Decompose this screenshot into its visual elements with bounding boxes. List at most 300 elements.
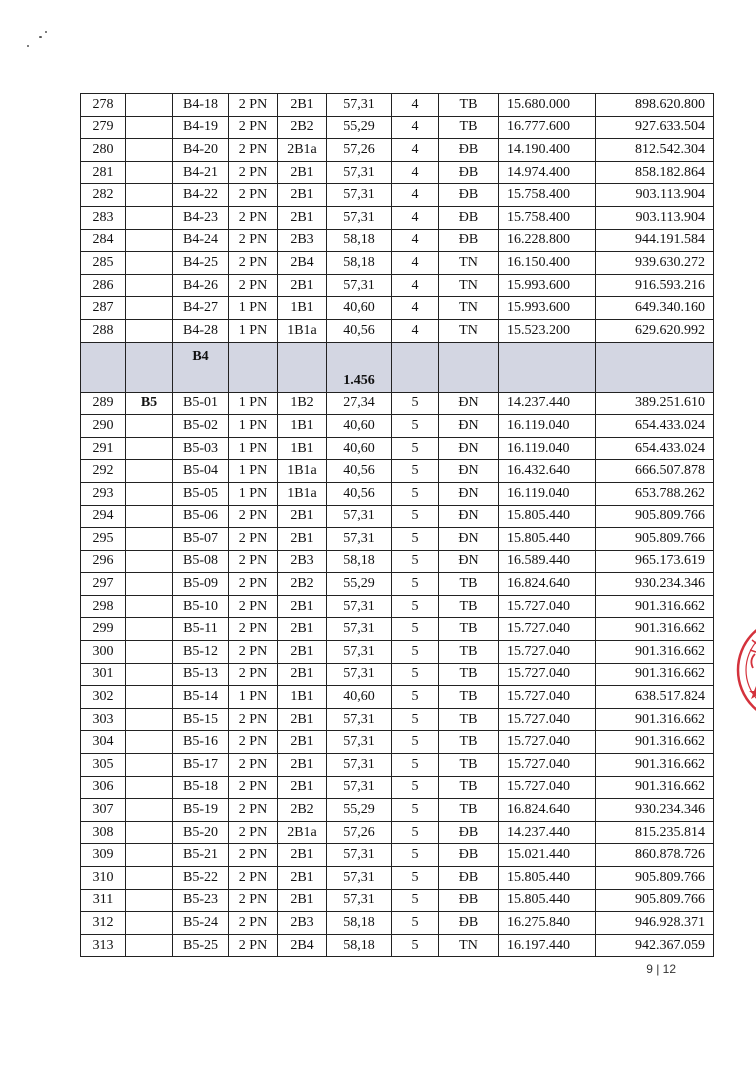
cell-direction: TB: [439, 663, 499, 686]
table-row: [81, 482, 714, 505]
cell-bedrooms: 2 PN: [229, 934, 278, 957]
cell-no: 310: [81, 867, 126, 890]
cell-total-price: 654.433.024: [596, 415, 714, 438]
cell-total-price: 927.633.504: [596, 116, 714, 139]
cell-direction: TB: [439, 776, 499, 799]
cell-area: 57,31: [327, 94, 392, 117]
cell-block: [126, 94, 173, 117]
cell-unit-code: B4-18: [173, 94, 229, 117]
table-row: [81, 934, 714, 957]
cell-block: [126, 319, 173, 342]
cell-unit-price: 15.758.400: [499, 184, 596, 207]
cell-total-price: 903.113.904: [596, 206, 714, 229]
cell-unit-type: 1B1a: [278, 482, 327, 505]
cell-unit-type: 2B1: [278, 754, 327, 777]
cell-area: 40,60: [327, 297, 392, 320]
cell-area: 57,31: [327, 844, 392, 867]
cell-bedrooms: 2 PN: [229, 161, 278, 184]
cell-direction: ĐB: [439, 889, 499, 912]
cell-block: [126, 641, 173, 664]
table-row: [81, 641, 714, 664]
cell-unit-type: 1B1a: [278, 319, 327, 342]
cell-block: [126, 889, 173, 912]
cell-direction: ĐN: [439, 528, 499, 551]
cell-area: 57,31: [327, 708, 392, 731]
cell-floor: 5: [392, 641, 439, 664]
cell-block: [126, 912, 173, 935]
cell-bedrooms: 2 PN: [229, 206, 278, 229]
cell-unit-code: B5-23: [173, 889, 229, 912]
scan-speck: [39, 36, 42, 38]
cell-unit-code: B5-08: [173, 550, 229, 573]
table-row: [81, 731, 714, 754]
cell-unit-code: B5-21: [173, 844, 229, 867]
cell-unit-code: B5-03: [173, 437, 229, 460]
cell-area: 57,31: [327, 274, 392, 297]
cell-unit-code: B5-16: [173, 731, 229, 754]
cell-block: [126, 934, 173, 957]
cell-unit-price: 16.589.440: [499, 550, 596, 573]
subtotal-row-b4: [81, 342, 714, 392]
cell-direction: ĐN: [439, 505, 499, 528]
cell-direction: ĐB: [439, 821, 499, 844]
cell-no: 289: [81, 392, 126, 415]
cell-no: 280: [81, 139, 126, 162]
cell-block: [126, 482, 173, 505]
table-row: [81, 889, 714, 912]
cell-floor: 5: [392, 754, 439, 777]
cell-floor: 4: [392, 229, 439, 252]
cell-unit-code: B5-02: [173, 415, 229, 438]
cell-floor: 5: [392, 731, 439, 754]
red-seal-stamp-icon: [728, 610, 756, 730]
scan-speck: [45, 31, 47, 33]
cell-no: 278: [81, 94, 126, 117]
table-row: [81, 437, 714, 460]
cell-direction: TB: [439, 686, 499, 709]
cell-bedrooms: 1 PN: [229, 482, 278, 505]
cell-unit-type: 2B2: [278, 799, 327, 822]
cell-block: B5: [126, 392, 173, 415]
cell-no: 296: [81, 550, 126, 573]
cell-unit-price: 15.805.440: [499, 867, 596, 890]
cell-total-price: 901.316.662: [596, 776, 714, 799]
cell-block: [126, 229, 173, 252]
cell-direction: ĐB: [439, 161, 499, 184]
table-row: [81, 618, 714, 641]
cell-direction: ĐB: [439, 206, 499, 229]
cell-total-price: 638.517.824: [596, 686, 714, 709]
cell-no: 308: [81, 821, 126, 844]
cell-unit-type: 1B1a: [278, 460, 327, 483]
cell-unit-type: 2B1: [278, 595, 327, 618]
cell-unit-code: B5-07: [173, 528, 229, 551]
table-row: [81, 319, 714, 342]
cell-block: [126, 528, 173, 551]
cell-floor: 5: [392, 686, 439, 709]
cell-unit-code: B5-22: [173, 867, 229, 890]
cell-unit-type: 2B4: [278, 934, 327, 957]
cell-bedrooms: 2 PN: [229, 754, 278, 777]
cell-floor: 4: [392, 252, 439, 275]
cell-unit-type: 2B1: [278, 618, 327, 641]
cell-unit-price: 14.190.400: [499, 139, 596, 162]
cell-area: 57,31: [327, 505, 392, 528]
cell-unit-code: B4-28: [173, 319, 229, 342]
cell-unit-price: 15.523.200: [499, 319, 596, 342]
cell-total-price: 901.316.662: [596, 663, 714, 686]
cell-floor: 4: [392, 206, 439, 229]
cell-total-price: 901.316.662: [596, 754, 714, 777]
cell-no: 291: [81, 437, 126, 460]
table-row: [81, 116, 714, 139]
cell-area: 58,18: [327, 912, 392, 935]
table-row: [81, 844, 714, 867]
cell-direction: ĐN: [439, 415, 499, 438]
cell-block: [126, 297, 173, 320]
cell-unit-code: B5-13: [173, 663, 229, 686]
cell-no: 311: [81, 889, 126, 912]
cell-floor: 5: [392, 889, 439, 912]
cell-total-price: 930.234.346: [596, 799, 714, 822]
cell-direction: ĐB: [439, 844, 499, 867]
cell-bedrooms: 2 PN: [229, 641, 278, 664]
cell-block: [126, 708, 173, 731]
cell-unit-code: B4-21: [173, 161, 229, 184]
table-row: [81, 595, 714, 618]
cell-bedrooms: 2 PN: [229, 776, 278, 799]
cell-total-price: 812.542.304: [596, 139, 714, 162]
cell-floor: 5: [392, 844, 439, 867]
table-row: [81, 252, 714, 275]
table-row: [81, 206, 714, 229]
cell-block: [126, 116, 173, 139]
cell-bedrooms: 1 PN: [229, 319, 278, 342]
table-row: [81, 686, 714, 709]
cell-unit-type: 1B2: [278, 392, 327, 415]
cell-unit-type: 2B3: [278, 550, 327, 573]
cell-bedrooms: 2 PN: [229, 94, 278, 117]
cell-bedrooms: 2 PN: [229, 844, 278, 867]
cell-area: 58,18: [327, 550, 392, 573]
cell-unit-type: 2B1: [278, 731, 327, 754]
cell-unit-type: 1B1: [278, 297, 327, 320]
cell-floor: 5: [392, 528, 439, 551]
cell-total-price: 901.316.662: [596, 641, 714, 664]
cell-total-price: 654.433.024: [596, 437, 714, 460]
cell-unit-price: 16.824.640: [499, 573, 596, 596]
cell-direction: TN: [439, 274, 499, 297]
cell-unit-price: 15.805.440: [499, 505, 596, 528]
cell-floor: 4: [392, 116, 439, 139]
cell-unit-code: B4-20: [173, 139, 229, 162]
cell-unit-code: B5-14: [173, 686, 229, 709]
cell-floor: 5: [392, 618, 439, 641]
cell-area: 57,31: [327, 618, 392, 641]
cell-direction: TB: [439, 641, 499, 664]
cell-area: 57,31: [327, 641, 392, 664]
cell-block: [126, 437, 173, 460]
cell-unit-type: 1B1: [278, 415, 327, 438]
cell-unit-price: 14.237.440: [499, 392, 596, 415]
cell-bedrooms: 1 PN: [229, 437, 278, 460]
cell-unit-price: 16.228.800: [499, 229, 596, 252]
cell-direction: ĐN: [439, 550, 499, 573]
cell-unit-type: 2B1: [278, 505, 327, 528]
apartment-price-table: [80, 93, 714, 957]
cell-unit-code: B4-27: [173, 297, 229, 320]
cell-bedrooms: 2 PN: [229, 528, 278, 551]
cell-direction: TB: [439, 573, 499, 596]
cell-floor: 4: [392, 297, 439, 320]
cell-no: 279: [81, 116, 126, 139]
table-row: [81, 184, 714, 207]
cell-unit-code: B4-19: [173, 116, 229, 139]
cell-bedrooms: 1 PN: [229, 297, 278, 320]
cell-area: 57,31: [327, 206, 392, 229]
cell-unit-type: 2B3: [278, 229, 327, 252]
cell-total-price: 858.182.864: [596, 161, 714, 184]
cell-direction: TB: [439, 595, 499, 618]
cell-direction: TN: [439, 319, 499, 342]
cell-block: [126, 505, 173, 528]
cell-no: 297: [81, 573, 126, 596]
cell-area: 57,31: [327, 754, 392, 777]
table-row: [81, 94, 714, 117]
cell-unit-code: B5-20: [173, 821, 229, 844]
cell-unit-price: 15.758.400: [499, 206, 596, 229]
cell-total-price: 905.809.766: [596, 889, 714, 912]
cell-bedrooms: 2 PN: [229, 595, 278, 618]
table-row: [81, 550, 714, 573]
cell-no: 295: [81, 528, 126, 551]
cell-no: 286: [81, 274, 126, 297]
cell-floor: 4: [392, 94, 439, 117]
cell-direction: TN: [439, 934, 499, 957]
cell-unit-type: 2B1: [278, 206, 327, 229]
cell-floor: 5: [392, 550, 439, 573]
cell-unit-type: 1B1: [278, 437, 327, 460]
cell-block: [126, 754, 173, 777]
table-row: [81, 415, 714, 438]
cell-direction: ĐB: [439, 184, 499, 207]
cell-bedrooms: 2 PN: [229, 867, 278, 890]
cell-unit-code: B4-26: [173, 274, 229, 297]
cell-unit-price: 16.119.040: [499, 415, 596, 438]
cell-bedrooms: 1 PN: [229, 686, 278, 709]
cell-unit-price: 15.805.440: [499, 889, 596, 912]
cell-area: 58,18: [327, 252, 392, 275]
cell-direction: ĐN: [439, 482, 499, 505]
cell-unit-code: B5-06: [173, 505, 229, 528]
cell-unit-price: 15.993.600: [499, 274, 596, 297]
cell-no: 283: [81, 206, 126, 229]
cell-bedrooms: 1 PN: [229, 415, 278, 438]
cell-unit-price: 14.974.400: [499, 161, 596, 184]
cell-floor: 5: [392, 415, 439, 438]
cell-area: 58,18: [327, 229, 392, 252]
cell-total-price: 965.173.619: [596, 550, 714, 573]
cell-direction: ĐN: [439, 460, 499, 483]
cell-area: 57,31: [327, 184, 392, 207]
cell-total-price: 653.788.262: [596, 482, 714, 505]
cell-no: 306: [81, 776, 126, 799]
cell-bedrooms: 2 PN: [229, 708, 278, 731]
cell-block: [126, 776, 173, 799]
cell-floor: 5: [392, 708, 439, 731]
cell-area: 55,29: [327, 116, 392, 139]
cell-total-price: 946.928.371: [596, 912, 714, 935]
cell-unit-price: 16.777.600: [499, 116, 596, 139]
cell-direction: TB: [439, 731, 499, 754]
cell-floor: 5: [392, 573, 439, 596]
cell-block: [126, 161, 173, 184]
cell-total-price: 901.316.662: [596, 595, 714, 618]
cell-unit-type: 2B1: [278, 274, 327, 297]
cell-no: 304: [81, 731, 126, 754]
cell-floor: 5: [392, 912, 439, 935]
cell-unit-code: B5-25: [173, 934, 229, 957]
cell-block: [126, 799, 173, 822]
cell-direction: ĐB: [439, 139, 499, 162]
cell-area: 57,31: [327, 889, 392, 912]
table-row: [81, 799, 714, 822]
cell-unit-code: B4-23: [173, 206, 229, 229]
cell-block: [126, 184, 173, 207]
cell-unit-type: 2B1: [278, 641, 327, 664]
cell-floor: 5: [392, 799, 439, 822]
table-row: [81, 663, 714, 686]
cell-unit-type: 2B1a: [278, 139, 327, 162]
cell-unit-type: 2B1: [278, 663, 327, 686]
cell-no: 284: [81, 229, 126, 252]
cell-floor: 5: [392, 460, 439, 483]
cell-area: 55,29: [327, 573, 392, 596]
cell-bedrooms: 2 PN: [229, 116, 278, 139]
table-row: [81, 573, 714, 596]
cell-floor: 5: [392, 595, 439, 618]
cell-bedrooms: 2 PN: [229, 274, 278, 297]
cell-bedrooms: 2 PN: [229, 550, 278, 573]
table-row: [81, 139, 714, 162]
cell-unit-code: B4-25: [173, 252, 229, 275]
cell-floor: 5: [392, 392, 439, 415]
cell-unit-type: 2B1: [278, 184, 327, 207]
cell-no: 307: [81, 799, 126, 822]
cell-area: 40,60: [327, 437, 392, 460]
cell-block: [126, 415, 173, 438]
cell-unit-type: 2B1: [278, 776, 327, 799]
cell-unit-type: 2B2: [278, 573, 327, 596]
cell-total-price: 649.340.160: [596, 297, 714, 320]
cell-block: [126, 595, 173, 618]
cell-total-price: 942.367.059: [596, 934, 714, 957]
cell-unit-code: B4-24: [173, 229, 229, 252]
cell-block: [126, 573, 173, 596]
cell-total-price: 901.316.662: [596, 731, 714, 754]
cell-area: 57,26: [327, 139, 392, 162]
cell-area: 40,56: [327, 482, 392, 505]
cell-area: 57,26: [327, 821, 392, 844]
cell-floor: 5: [392, 482, 439, 505]
subtotal-area: 1.456: [327, 342, 392, 392]
table-row: [81, 912, 714, 935]
cell-block: [126, 867, 173, 890]
cell-no: 313: [81, 934, 126, 957]
cell-area: 57,31: [327, 595, 392, 618]
cell-floor: 5: [392, 821, 439, 844]
cell-direction: ĐN: [439, 392, 499, 415]
cell-unit-code: B5-18: [173, 776, 229, 799]
cell-total-price: 629.620.992: [596, 319, 714, 342]
cell-bedrooms: 2 PN: [229, 663, 278, 686]
cell-bedrooms: 2 PN: [229, 799, 278, 822]
cell-area: 57,31: [327, 731, 392, 754]
table-row: [81, 392, 714, 415]
cell-unit-code: B5-17: [173, 754, 229, 777]
cell-unit-price: 14.237.440: [499, 821, 596, 844]
cell-bedrooms: 2 PN: [229, 731, 278, 754]
cell-unit-price: 16.824.640: [499, 799, 596, 822]
cell-floor: 4: [392, 139, 439, 162]
cell-unit-price: 16.150.400: [499, 252, 596, 275]
cell-total-price: 901.316.662: [596, 708, 714, 731]
cell-unit-code: B5-04: [173, 460, 229, 483]
cell-area: 57,31: [327, 528, 392, 551]
cell-no: 309: [81, 844, 126, 867]
cell-total-price: 944.191.584: [596, 229, 714, 252]
cell-no: 281: [81, 161, 126, 184]
cell-unit-price: 16.197.440: [499, 934, 596, 957]
cell-no: 287: [81, 297, 126, 320]
cell-block: [126, 274, 173, 297]
cell-floor: 4: [392, 274, 439, 297]
cell-no: 290: [81, 415, 126, 438]
cell-no: 305: [81, 754, 126, 777]
cell-unit-type: 2B4: [278, 252, 327, 275]
table-row: [81, 821, 714, 844]
cell-area: 57,31: [327, 776, 392, 799]
cell-floor: 4: [392, 184, 439, 207]
cell-area: 40,60: [327, 686, 392, 709]
cell-total-price: 905.809.766: [596, 528, 714, 551]
cell-total-price: 815.235.814: [596, 821, 714, 844]
scan-speck: [27, 45, 29, 47]
table-row: [81, 460, 714, 483]
subtotal-block: B4: [173, 342, 229, 392]
cell-unit-price: 15.727.040: [499, 731, 596, 754]
table-row: [81, 161, 714, 184]
cell-unit-type: 2B1: [278, 844, 327, 867]
table-row: [81, 776, 714, 799]
cell-block: [126, 139, 173, 162]
cell-unit-type: 2B3: [278, 912, 327, 935]
cell-block: [126, 206, 173, 229]
cell-total-price: 389.251.610: [596, 392, 714, 415]
cell-floor: 5: [392, 934, 439, 957]
cell-block: [126, 663, 173, 686]
cell-unit-price: 15.727.040: [499, 663, 596, 686]
cell-direction: ĐB: [439, 912, 499, 935]
cell-unit-type: 2B2: [278, 116, 327, 139]
cell-unit-price: 15.727.040: [499, 776, 596, 799]
table-row: [81, 274, 714, 297]
cell-no: 292: [81, 460, 126, 483]
cell-no: 294: [81, 505, 126, 528]
cell-direction: TB: [439, 754, 499, 777]
cell-unit-price: 16.275.840: [499, 912, 596, 935]
cell-area: 57,31: [327, 867, 392, 890]
